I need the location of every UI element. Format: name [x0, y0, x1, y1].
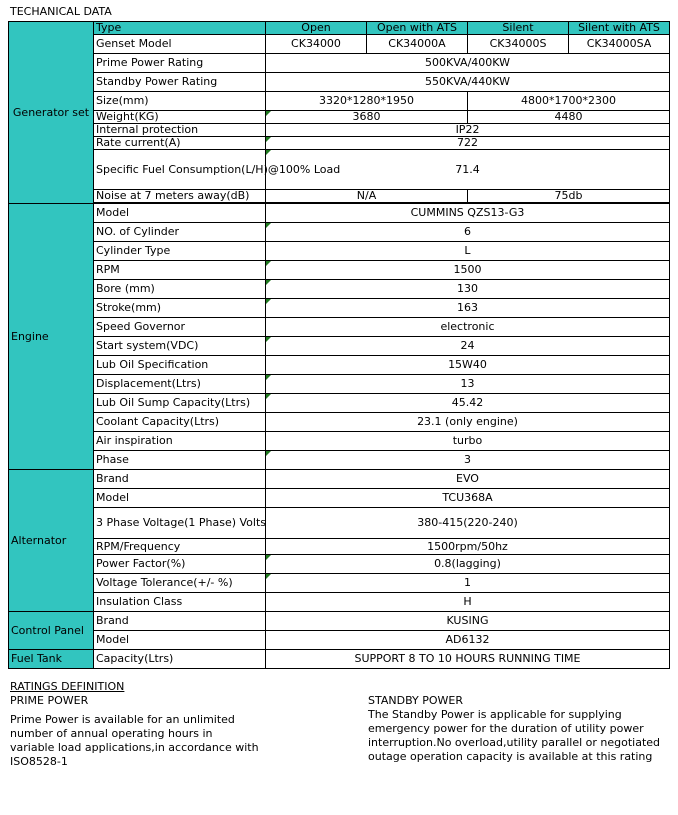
insulation-class-label: Insulation Class [94, 593, 266, 612]
weight-row [9, 111, 670, 124]
standby-power-row [9, 73, 670, 92]
protection-value: IP22 [266, 124, 670, 137]
control-panel-row [9, 612, 670, 631]
engine-model-value: CUMMINS QZS13-G3 [266, 204, 670, 223]
cp-model-label: Model [94, 631, 266, 650]
lub-oil-spec-label: Lub Oil Specification [94, 356, 266, 375]
genset-model-open: CK34000 [266, 35, 367, 54]
noise-row [9, 190, 670, 203]
voltage-label: 3 Phase Voltage(1 Phase) Volts [94, 508, 266, 539]
phase-label: Phase [94, 451, 266, 470]
rpm-label: RPM [94, 261, 266, 280]
cylinder-type-label: Cylinder Type [94, 242, 266, 261]
alternator-row [9, 508, 670, 539]
alt-model-label: Model [94, 489, 266, 508]
engine-row [9, 413, 670, 432]
size-row [9, 92, 670, 111]
stroke-label: Stroke(mm) [94, 299, 266, 318]
genset-model-open-ats: CK34000A [367, 35, 468, 54]
fuel-tank-label: Capacity(Ltrs) [94, 650, 266, 669]
sump-capacity-value: 45.42 [266, 394, 670, 413]
standby-power-label: Standby Power Rating [94, 73, 266, 92]
type-open-ats: Open with ATS [367, 22, 468, 35]
header-row [9, 22, 670, 35]
insulation-class-value: H [266, 593, 670, 612]
alternator-row [9, 593, 670, 612]
prime-power-row [9, 54, 670, 73]
alt-brand-value: EVO [266, 470, 670, 489]
type-label: Type [94, 22, 266, 35]
weight-silent: 4480 [468, 111, 670, 124]
rate-current-value: 722 [266, 137, 670, 150]
rpm-frequency-label: RPM/Frequency [94, 539, 266, 555]
genset-model-label: Genset Model [94, 35, 266, 54]
engine-row [9, 394, 670, 413]
section-control-panel: Control Panel [9, 612, 94, 650]
alternator-row [9, 489, 670, 508]
section-fuel-tank: Fuel Tank [9, 650, 94, 669]
control-panel-row [9, 631, 670, 650]
fuel-consumption-label: Specific Fuel Consumption(L/H)@100% Load [94, 150, 266, 190]
noise-open: N/A [266, 190, 468, 203]
speed-governor-label: Speed Governor [94, 318, 266, 337]
document-title: TECHANICAL DATA [10, 5, 112, 18]
lub-oil-spec-value: 15W40 [266, 356, 670, 375]
fuel-consumption-value: 71.4 [266, 150, 670, 190]
weight-open: 3680 [266, 111, 468, 124]
engine-row [9, 204, 670, 223]
protection-row [9, 124, 670, 137]
air-inspiration-value: turbo [266, 432, 670, 451]
voltage-tolerance-value: 1 [266, 574, 670, 593]
engine-row [9, 356, 670, 375]
section-alternator: Alternator [9, 470, 94, 612]
genset-model-silent-ats: CK34000SA [569, 35, 670, 54]
engine-row [9, 280, 670, 299]
size-silent: 4800*1700*2300 [468, 92, 670, 111]
size-open: 3320*1280*1950 [266, 92, 468, 111]
ratings-definition-heading: RATINGS DEFINITION [10, 680, 125, 693]
alternator-row [9, 539, 670, 555]
engine-row [9, 337, 670, 356]
power-factor-value: 0.8(lagging) [266, 555, 670, 574]
coolant-capacity-label: Coolant Capacity(Ltrs) [94, 413, 266, 432]
stroke-value: 163 [266, 299, 670, 318]
rate-current-label: Rate current(A) [94, 137, 266, 150]
voltage-tolerance-label: Voltage Tolerance(+/- %) [94, 574, 266, 593]
phase-value: 3 [266, 451, 670, 470]
engine-row [9, 318, 670, 337]
fuel-consumption-row [9, 150, 670, 190]
noise-silent: 75db [468, 190, 670, 203]
cylinder-type-value: L [266, 242, 670, 261]
engine-row [9, 223, 670, 242]
alt-model-value: TCU368A [266, 489, 670, 508]
bore-value: 130 [266, 280, 670, 299]
type-silent-ats: Silent with ATS [569, 22, 670, 35]
fuel-tank-row [9, 650, 670, 669]
engine-row [9, 261, 670, 280]
coolant-capacity-value: 23.1 (only engine) [266, 413, 670, 432]
weight-label: Weight(KG) [94, 111, 266, 124]
cp-brand-label: Brand [94, 612, 266, 631]
prime-power-value: 500KVA/400KW [266, 54, 670, 73]
displacement-label: Displacement(Ltrs) [94, 375, 266, 394]
prime-power-label: Prime Power Rating [94, 54, 266, 73]
prime-power-text: Prime Power is available for an unlimited number of annual operating hours in variable load applications,in accordance with ISO8528-1 [10, 713, 259, 768]
type-open: Open [266, 22, 367, 35]
noise-label: Noise at 7 meters away(dB) [94, 190, 266, 203]
rate-current-row [9, 137, 670, 150]
engine-row [9, 375, 670, 394]
standby-power-value: 550KVA/440KW [266, 73, 670, 92]
protection-label: Internal protection [94, 124, 266, 137]
rpm-frequency-value: 1500rpm/50hz [266, 539, 670, 555]
type-silent: Silent [468, 22, 569, 35]
engine-row [9, 242, 670, 261]
section-engine: Engine [9, 204, 94, 470]
prime-power-heading: PRIME POWER [10, 694, 89, 707]
technical-data-table [8, 21, 670, 669]
standby-power-heading: STANDBY POWER [368, 694, 463, 707]
genset-model-row [9, 35, 670, 54]
cp-brand-value: KUSING [266, 612, 670, 631]
air-inspiration-label: Air inspiration [94, 432, 266, 451]
power-factor-label: Power Factor(%) [94, 555, 266, 574]
cp-model-value: AD6132 [266, 631, 670, 650]
engine-model-label: Model [94, 204, 266, 223]
standby-power-text: The Standby Power is applicable for supplying emergency power for the duration of utility power interruption.No overload,utility parallel or negotiated outage operation capacity is available at this rating [368, 708, 661, 763]
alternator-row [9, 574, 670, 593]
engine-row [9, 432, 670, 451]
engine-row [9, 451, 670, 470]
size-label: Size(mm) [94, 92, 266, 111]
rpm-value: 1500 [266, 261, 670, 280]
start-system-label: Start system(VDC) [94, 337, 266, 356]
alternator-row [9, 470, 670, 489]
alternator-row [9, 555, 670, 574]
alt-brand-label: Brand [94, 470, 266, 489]
displacement-value: 13 [266, 375, 670, 394]
bore-label: Bore (mm) [94, 280, 266, 299]
speed-governor-value: electronic [266, 318, 670, 337]
voltage-value: 380-415(220-240) [266, 508, 670, 539]
fuel-tank-value: SUPPORT 8 TO 10 HOURS RUNNING TIME [266, 650, 670, 669]
section-generator-set: Generator set [9, 22, 94, 204]
start-system-value: 24 [266, 337, 670, 356]
cylinder-count-value: 6 [266, 223, 670, 242]
sump-capacity-label: Lub Oil Sump Capacity(Ltrs) [94, 394, 266, 413]
cylinder-count-label: NO. of Cylinder [94, 223, 266, 242]
engine-row [9, 299, 670, 318]
genset-model-silent: CK34000S [468, 35, 569, 54]
